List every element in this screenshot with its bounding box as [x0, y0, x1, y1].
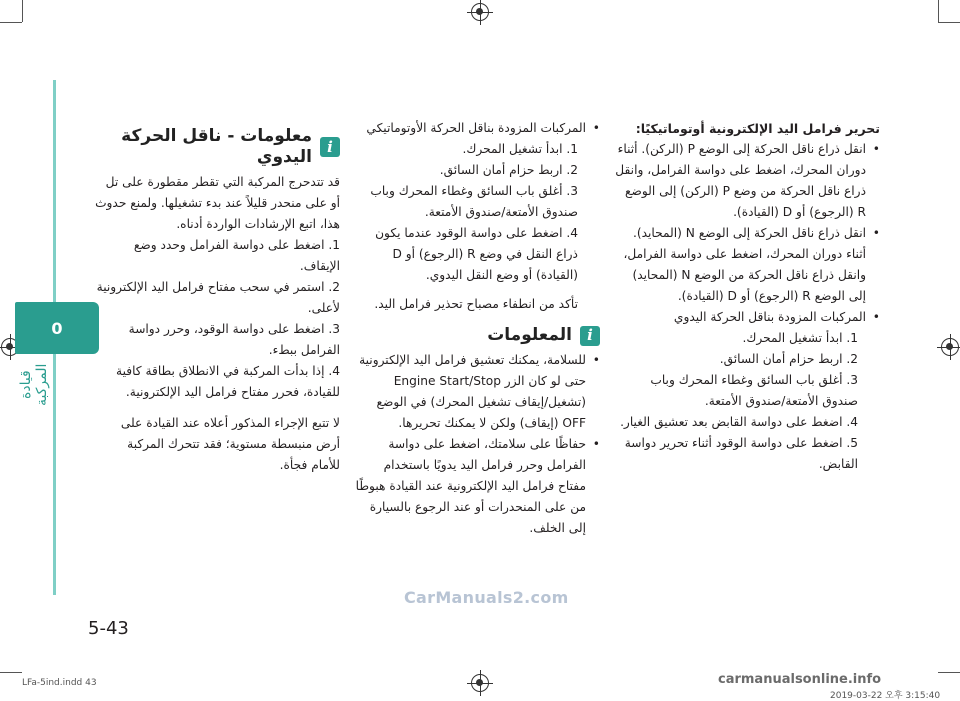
chapter-number: 0 — [51, 318, 63, 338]
step-item: 5. اضغط على دواسة الوقود أثناء تحرير دواسة القابض. — [624, 436, 858, 471]
info-heading: المعلومات — [487, 325, 572, 345]
crop-mark — [938, 22, 960, 23]
right-heading: تحرير فرامل اليد الإلكترونية أوتوماتيكيًا: — [635, 121, 880, 136]
print-footer — [0, 670, 960, 701]
footer-date: 2019-03-22 오후 3:15:40 — [830, 691, 941, 701]
step-item: 3. أغلق باب السائق وغطاء المحرك وباب صندوق الأمتعة/صندوق الأمتعة. — [370, 184, 578, 219]
bullet-text: انقل ذراع ناقل الحركة إلى الوضع P (الركن). أثناء دوران المحرك، اضغط على دواسة الفرامل، وانقل ذراع ناقل الحركة من وضع P (الركن) إلى الوضع R (الرجوع) أو D (القيادة). — [615, 142, 866, 219]
right-column — [615, 118, 880, 475]
crop-mark — [0, 22, 22, 23]
left-title: معلومات - ناقل الحركة اليدوي — [121, 126, 312, 167]
registration-mark-icon — [471, 3, 489, 21]
left-step: 1. اضغط على دواسة الفرامل وحدد وضع الإيقاف. — [133, 238, 340, 273]
left-paragraph: قد تتدحرج المركبة التي تقطر مقطورة على تل أو على منحدر قليلاً عند بدء تشغيلها. ولمنع حدوث هذا، اتبع الإرشادات الواردة أدناه. — [95, 175, 340, 231]
bullet-item — [615, 139, 866, 223]
info-icon: i — [320, 137, 340, 157]
step-item: 1. ابدأ تشغيل المحرك. — [462, 142, 578, 156]
info-title — [355, 325, 600, 346]
bullet-item — [355, 434, 586, 539]
footer-file: LFa-5ind.indd 43 — [22, 678, 97, 688]
watermark-link[interactable]: CarManuals2.com — [404, 588, 569, 607]
registration-mark-icon — [941, 338, 959, 356]
chapter-label: قيادة المركبة — [18, 363, 50, 407]
bullet-item — [355, 118, 586, 139]
note-text: تأكد من انطفاء مصباح تحذير فرامل اليد. — [374, 297, 578, 311]
info-icon: i — [580, 326, 600, 346]
bullet-item — [615, 223, 866, 307]
bullet-text: المركبات المزودة بناقل الحركة اليدوي — [673, 310, 866, 324]
footer-site[interactable]: carmanualsonline.info — [718, 672, 882, 687]
bullet-text: للسلامة، يمكنك تعشيق فرامل اليد الإلكترونية حتى لو كان الزر Engine Start/Stop (تشغيل/إيقاف تشغيل المحرك) في الوضع OFF (إيقاف) ولكن لا يمكنك تحريرها. — [359, 353, 586, 430]
step-item: 3. أغلق باب السائق وغطاء المحرك وباب صندوق الأمتعة/صندوق الأمتعة. — [650, 373, 858, 408]
step-item: 2. اربط حزام أمان السائق. — [719, 352, 858, 366]
left-paragraph: لا تتبع الإجراء المذكور أعلاه عند القيادة على أرض منبسطة مستوية؛ فقد تتحرك المركبة للأمام فجأة. — [120, 416, 340, 472]
left-step: 3. اضغط على دواسة الوقود، وحرر دواسة الفرامل ببطء. — [128, 322, 340, 357]
left-step: 4. إذا بدأت المركبة في الانطلاق بطاقة كافية للقيادة، فحرر مفتاح فرامل اليد الإلكترونية. — [116, 364, 340, 399]
bullet-text: حفاظًا على سلامتك، اضغط على دواسة الفرامل وحرر فرامل اليد يدويًا باستخدام مفتاح فرامل اليد الإلكترونية عند القيادة هبوطًا من على المنحدرات أو عند الرجوع بالسيارة إلى الخلف. — [355, 437, 586, 535]
bullet-text: المركبات المزودة بناقل الحركة الأوتوماتيكي — [366, 121, 586, 135]
chapter-tab — [15, 302, 99, 354]
step-item: 2. اربط حزام أمان السائق. — [439, 163, 578, 177]
left-step: 2. استمر في سحب مفتاح فرامل اليد الإلكترونية لأعلى. — [96, 280, 340, 315]
middle-column — [355, 118, 600, 539]
step-item: 4. اضغط على دواسة الوقود عندما يكون ذراع النقل في وضع R (الرجوع) أو D (القيادة) أو وضع النقل اليدوي. — [375, 226, 578, 282]
bullet-item — [615, 307, 866, 328]
step-item: 4. اضغط على دواسة القابض بعد تعشيق الغيار. — [620, 415, 858, 429]
page-number: 5-43 — [88, 618, 129, 639]
bullet-text: انقل ذراع ناقل الحركة إلى الوضع N (المحايد). أثناء دوران المحرك، اضغط على دواسة الفرامل، وانقل ذراع ناقل الحركة من الوضع N (المحايد) إلى الوضع R (الرجوع) أو D (القيادة). — [623, 226, 866, 303]
left-column — [95, 118, 340, 476]
bullet-item — [355, 350, 586, 434]
info-title — [95, 126, 340, 168]
crop-mark — [938, 0, 939, 22]
step-item: 1. ابدأ تشغيل المحرك. — [742, 331, 858, 345]
crop-mark — [22, 0, 23, 22]
